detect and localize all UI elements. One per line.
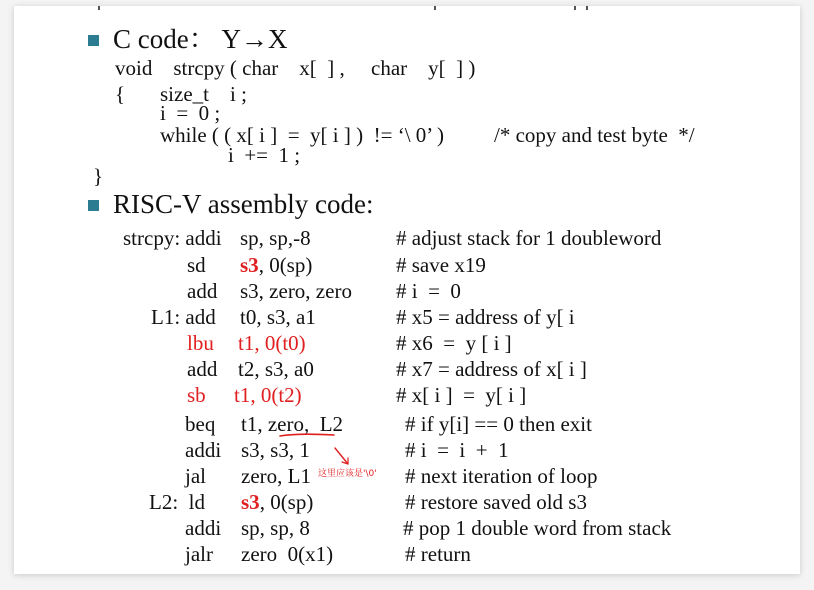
- c-line-while: while ( ( x[ i ] = y[ i ] ) != ‘\ 0’ ): [160, 123, 444, 147]
- asm-label: jalr: [185, 542, 213, 566]
- asm-label: lbu: [187, 331, 214, 355]
- riscv-heading: RISC-V assembly code:: [113, 189, 374, 219]
- asm-comment: # x6 = y [ i ]: [396, 331, 512, 355]
- c-line-init: i = 0 ;: [160, 101, 221, 125]
- asm-label: beq: [185, 412, 216, 436]
- asm-label: strcpy: addi: [123, 226, 222, 250]
- asm-operands: zero, L1: [241, 464, 311, 488]
- asm-operands: t1, 0(t2): [234, 383, 302, 407]
- asm-comment: # x[ i ] = y[ i ]: [396, 383, 527, 407]
- register-highlight: s3: [240, 253, 259, 277]
- asm-comment: # if y[i] == 0 then exit: [405, 412, 592, 436]
- asm-comment: # i = 0: [396, 279, 461, 303]
- asm-comment: # pop 1 double word from stack: [403, 516, 672, 540]
- asm-comment: # adjust stack for 1 doubleword: [396, 226, 662, 250]
- asm-operands: t1, zero, L2: [241, 412, 344, 436]
- asm-comment: # save x19: [396, 253, 486, 277]
- asm-label: addi: [185, 516, 222, 540]
- asm-operands: zero 0(x1): [241, 542, 334, 566]
- red-arrow-icon: [332, 446, 356, 468]
- asm-operands: t1, 0(t0): [238, 331, 306, 355]
- asm-label: add: [187, 357, 218, 381]
- asm-operands: s3, zero, zero: [240, 279, 352, 303]
- asm-operands: t2, s3, a0: [238, 357, 314, 381]
- slide: [14, 6, 800, 574]
- asm-operands: s3, s3, 1: [241, 438, 310, 462]
- c-line-comment: /* copy and test byte */: [494, 123, 695, 147]
- c-line-increment: i += 1 ;: [228, 143, 301, 167]
- asm-label: L2: ld: [149, 490, 205, 514]
- asm-label: L1: add: [151, 305, 216, 329]
- c-line-signature: void strcpy ( char x[ ] , char y[ ] ): [115, 56, 476, 80]
- handwritten-note: 这里应该是'\0': [318, 469, 377, 479]
- asm-label: addi: [185, 438, 222, 462]
- asm-label: sd: [187, 253, 206, 277]
- register-highlight: s3: [241, 490, 260, 514]
- asm-label: add: [187, 279, 218, 303]
- asm-comment: # return: [405, 542, 471, 566]
- c-line-open-brace: {: [115, 82, 126, 106]
- bullet-square-icon: [88, 200, 99, 211]
- cropped-top-edge: [14, 6, 800, 12]
- asm-comment: # x7 = address of x[ i ]: [396, 357, 587, 381]
- asm-operands: sp, sp,-8: [240, 226, 311, 250]
- c-line-close-brace: }: [93, 164, 104, 188]
- asm-operands: s3, 0(sp): [241, 490, 314, 514]
- asm-comment: # restore saved old s3: [405, 490, 587, 514]
- asm-operands: t0, s3, a1: [240, 305, 316, 329]
- bullet-square-icon: [88, 35, 99, 46]
- asm-operands: s3, 0(sp): [240, 253, 313, 277]
- asm-operands: sp, sp, 8: [241, 516, 310, 540]
- c-line-decl: size_t i ;: [160, 82, 247, 106]
- asm-label: sb: [187, 383, 206, 407]
- asm-comment: # next iteration of loop: [405, 464, 598, 488]
- red-underline-mark: [278, 431, 338, 441]
- c-code-heading: C code： Y→X: [113, 24, 288, 54]
- asm-comment: # i = i + 1: [405, 438, 509, 462]
- asm-label: jal: [185, 464, 206, 488]
- asm-comment: # x5 = address of y[ i: [396, 305, 575, 329]
